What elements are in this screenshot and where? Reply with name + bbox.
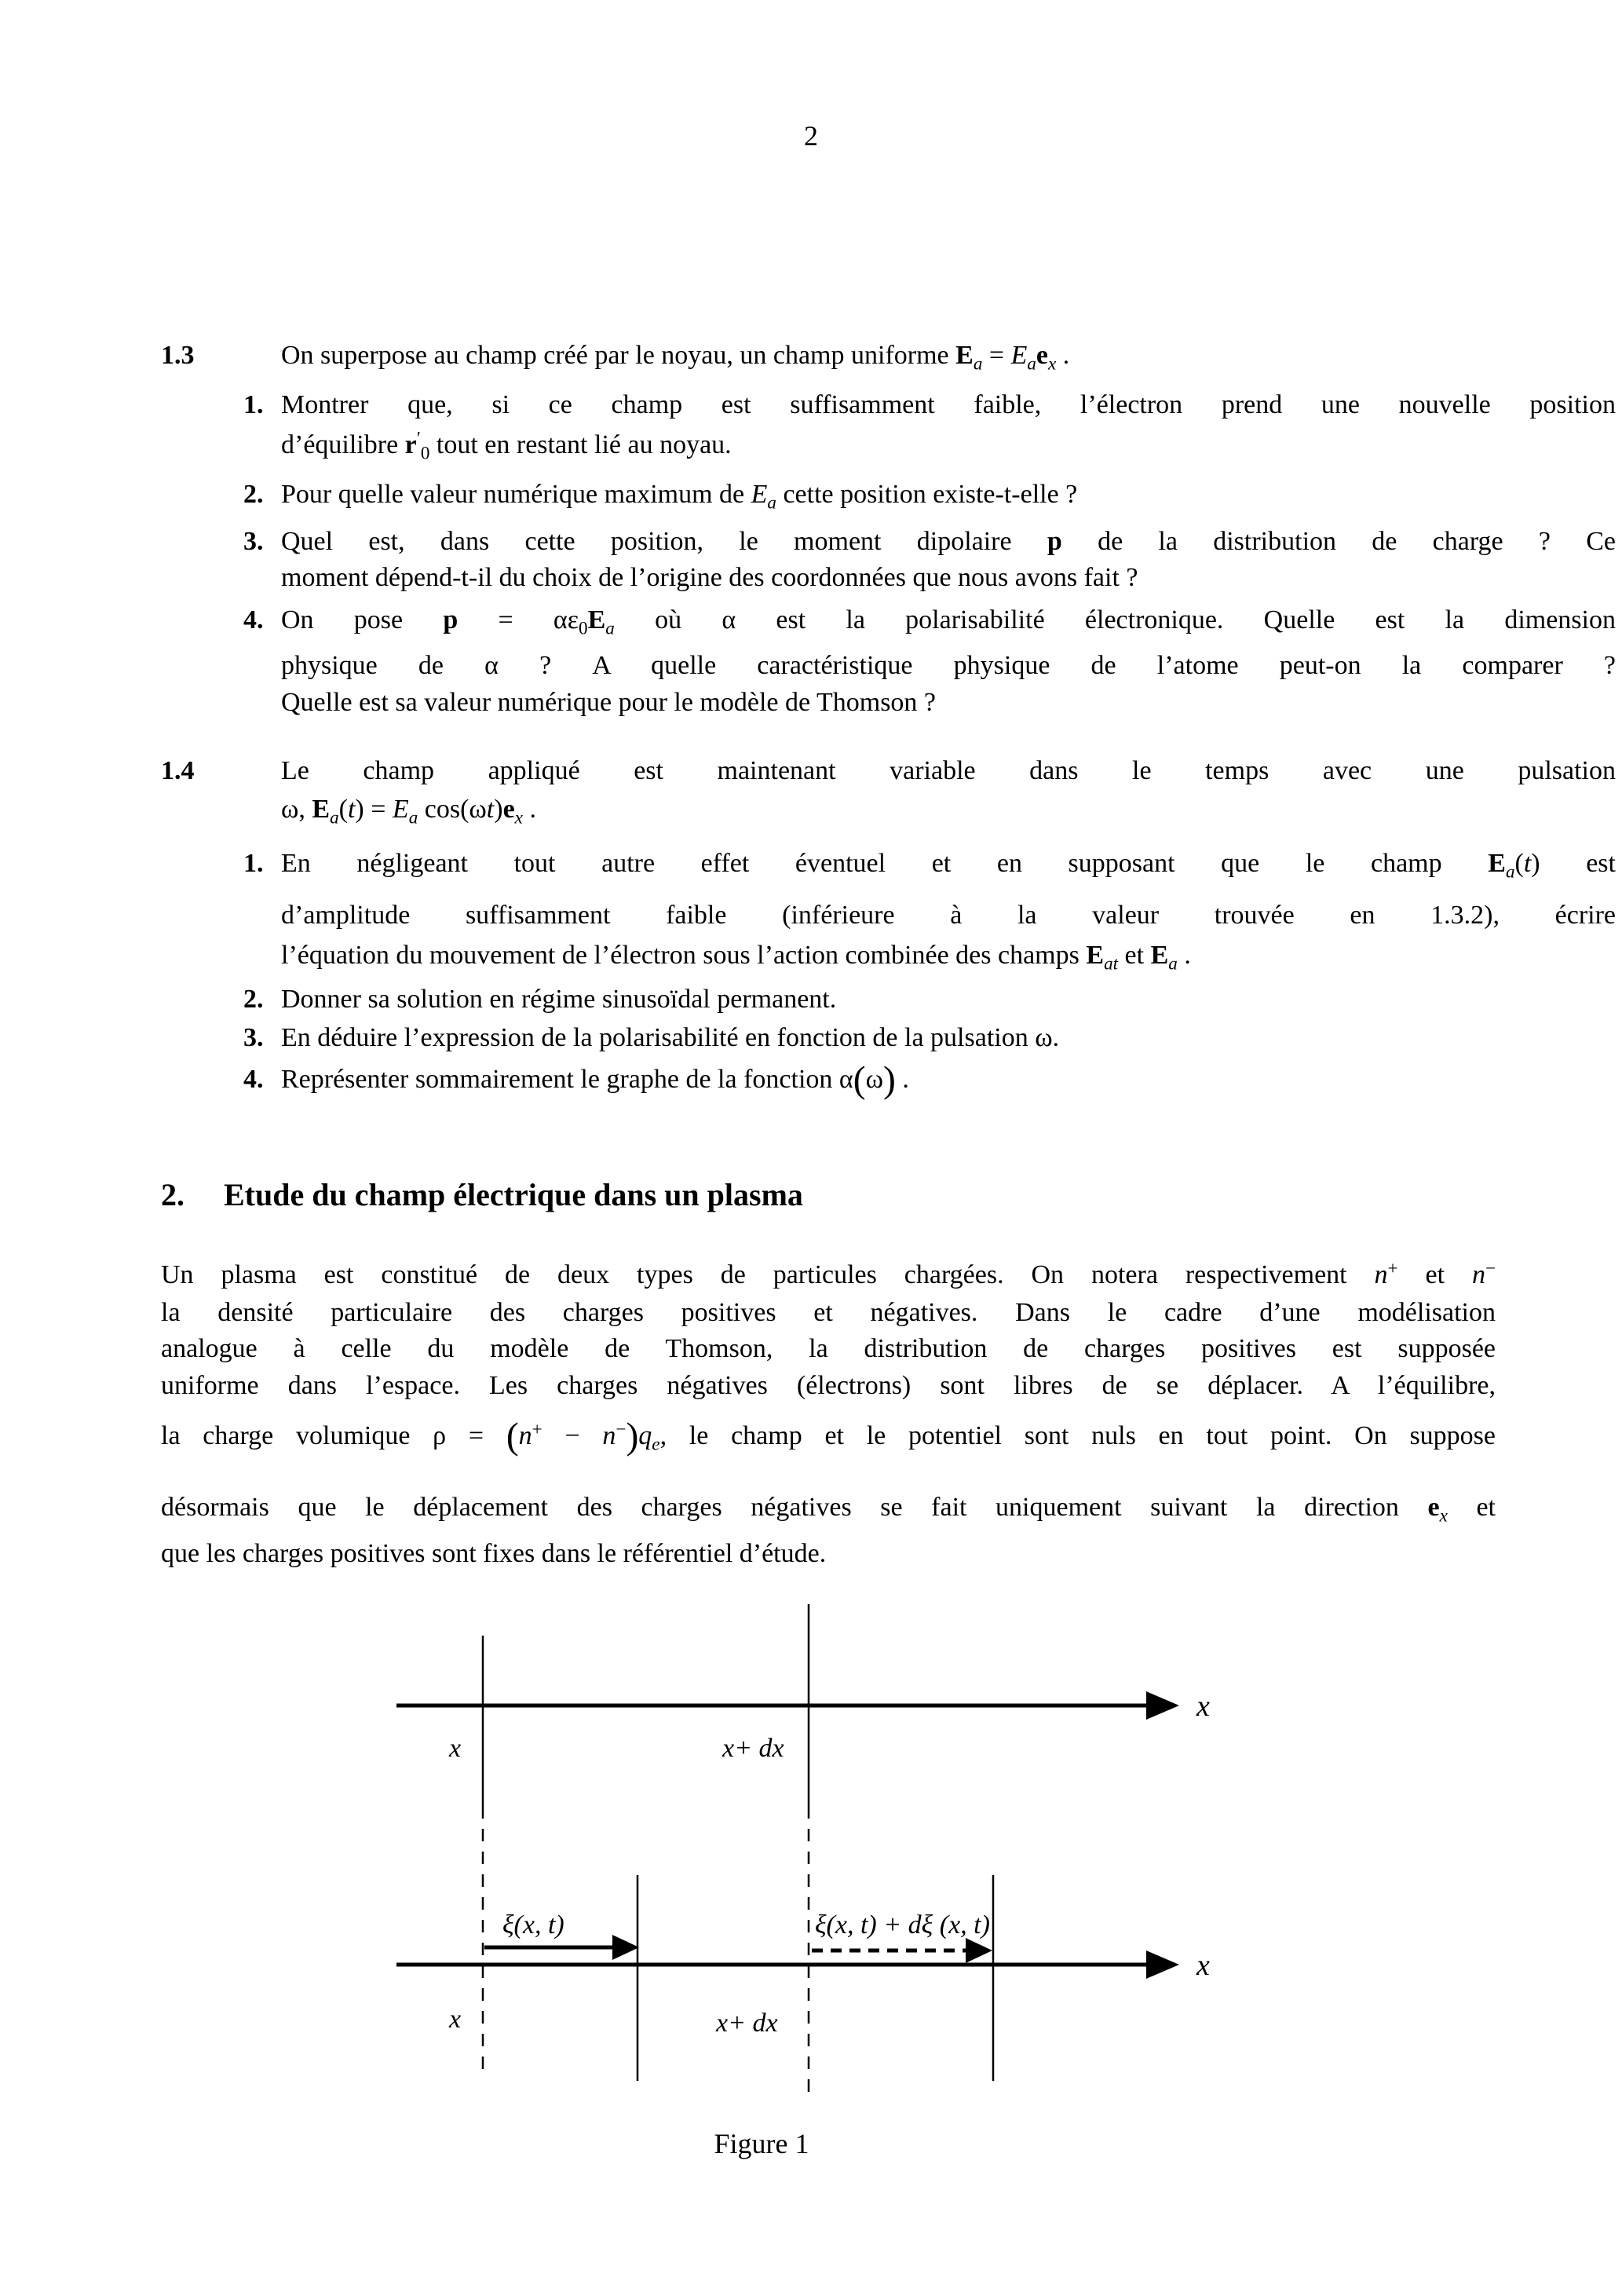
item-line: d’amplitude suffisamment faible (inférieure à la valeur trouvée en 1.3.2), écrire bbox=[281, 901, 1616, 930]
body-line: analogue à celle du modèle de Thomson, la distribution de charges positives est supposée bbox=[161, 1334, 1496, 1363]
bottom-axis-label: x bbox=[1196, 1949, 1210, 1982]
item-line: 3. Quel est, dans cette position, le moment dipolaire p de la distribution de charge ? Ce bbox=[161, 524, 1616, 560]
xi-dxi-label: ξ(x, t) + dξ (x, t) bbox=[815, 1910, 990, 1940]
body-line: désormais que le déplacement des charges négatives se fait uniquement suivant la direction $e_x$ et bbox=[161, 1493, 1496, 1526]
item-line: d’équilibre $r'_0$ tout en restant lié au noyau. bbox=[281, 428, 732, 464]
top-axis-label: x bbox=[1196, 1690, 1210, 1723]
formula-line: la charge volumique $\rho = (n^+ - n^-)q_e$, le champ et le potentiel sont nuls en tout point. On suppose bbox=[161, 1416, 1496, 1457]
section-number: 2. bbox=[161, 1177, 184, 1212]
x-dx-label-top: x+ dx bbox=[722, 1734, 784, 1763]
section-number: 1.4 bbox=[161, 756, 195, 785]
xi-arrowhead bbox=[612, 1935, 639, 1960]
item-number: 3. bbox=[243, 1023, 264, 1052]
section-number: 1.3 bbox=[161, 341, 195, 370]
item-number: 2. bbox=[243, 480, 264, 509]
item-line: Quelle est sa valeur numérique pour le modèle de Thomson ? bbox=[281, 688, 937, 717]
item-number: 4. bbox=[243, 1065, 264, 1094]
top-axis-arrowhead bbox=[1146, 1691, 1179, 1720]
item-line: physique de α ? A quelle caractéristique physique de l’atome peut-on la comparer ? bbox=[281, 651, 1616, 680]
x-dx-label-bottom: x+ dx bbox=[716, 2009, 778, 2038]
item-line: 4. On pose $p = \alpha\varepsilon_0E_a$ où α est la polarisabilité électronique. Quelle est la dimension bbox=[161, 602, 1616, 638]
section-1-3-intro: 1.3 On superpose au champ créé par le noyau, un champ uniforme $E_a = E_ae_x$ . bbox=[161, 338, 1616, 374]
item-line: 4. Représenter sommairement le graphe de la fonction α(ω) . bbox=[243, 1059, 909, 1101]
item-line: 3. En déduire l’expression de la polarisabilité en fonction de la pulsation ω. bbox=[161, 1020, 1616, 1056]
item-line: moment dépend-t-il du choix de l’origine des coordonnées que nous avons fait ? bbox=[281, 563, 1138, 592]
body-line: Un plasma est constitué de deux types de particules chargées. On notera respectivement n+ et n− bbox=[161, 1258, 1496, 1289]
item-number: 2. bbox=[243, 985, 264, 1014]
figure-1 bbox=[0, 1586, 1622, 2206]
item-number: 1. bbox=[243, 390, 264, 419]
item-line: 1. En négligeant tout autre effet éventuel et en supposant que le champ $E_a(t)$ est bbox=[161, 846, 1616, 882]
formula-line: ω, $E_a(t) = E_a$ $\cos(\omega t)e_x$ . bbox=[281, 795, 536, 828]
item-number: 1. bbox=[243, 849, 264, 878]
section-2-heading bbox=[161, 1175, 1558, 1215]
x-label-top: x bbox=[449, 1734, 462, 1763]
item-line: 2. Donner sa solution en régime sinusoïdal permanent. bbox=[161, 982, 1616, 1018]
xi-dxi-arrowhead bbox=[966, 1938, 992, 1963]
xi-label: ξ(x, t) bbox=[502, 1910, 564, 1940]
page-number: 2 bbox=[804, 120, 818, 152]
section-1-4-intro: 1.4 Le champ appliqué est maintenant variable dans le temps avec une pulsation bbox=[161, 753, 1616, 789]
body-line: uniforme dans l’espace. Les charges négatives (électrons) sont libres de se déplacer. A l’équilibre, bbox=[161, 1371, 1496, 1400]
figure-caption: Figure 1 bbox=[714, 2128, 809, 2159]
item-line: l’équation du mouvement de l’électron sous l’action combinée des champs $E_{at}$ et $E_a$ . bbox=[281, 941, 1191, 974]
x-label-bottom: x bbox=[449, 2005, 462, 2034]
item-number: 4. bbox=[243, 605, 264, 634]
body-line: que les charges positives sont fixes dans le référentiel d’étude. bbox=[161, 1539, 827, 1568]
item-line: 2. Pour quelle valeur numérique maximum de $E_a$ cette position existe-t-elle ? bbox=[161, 477, 1616, 513]
item-number: 3. bbox=[243, 527, 264, 556]
body-line: la densité particulaire des charges positives et négatives. Dans le cadre d’une modélisation bbox=[161, 1298, 1496, 1327]
bottom-axis-arrowhead bbox=[1146, 1951, 1179, 1979]
item-line: 1. Montrer que, si ce champ est suffisamment faible, l’électron prend une nouvelle position bbox=[161, 387, 1616, 423]
section-title: Etude du champ électrique dans un plasma bbox=[224, 1177, 803, 1212]
